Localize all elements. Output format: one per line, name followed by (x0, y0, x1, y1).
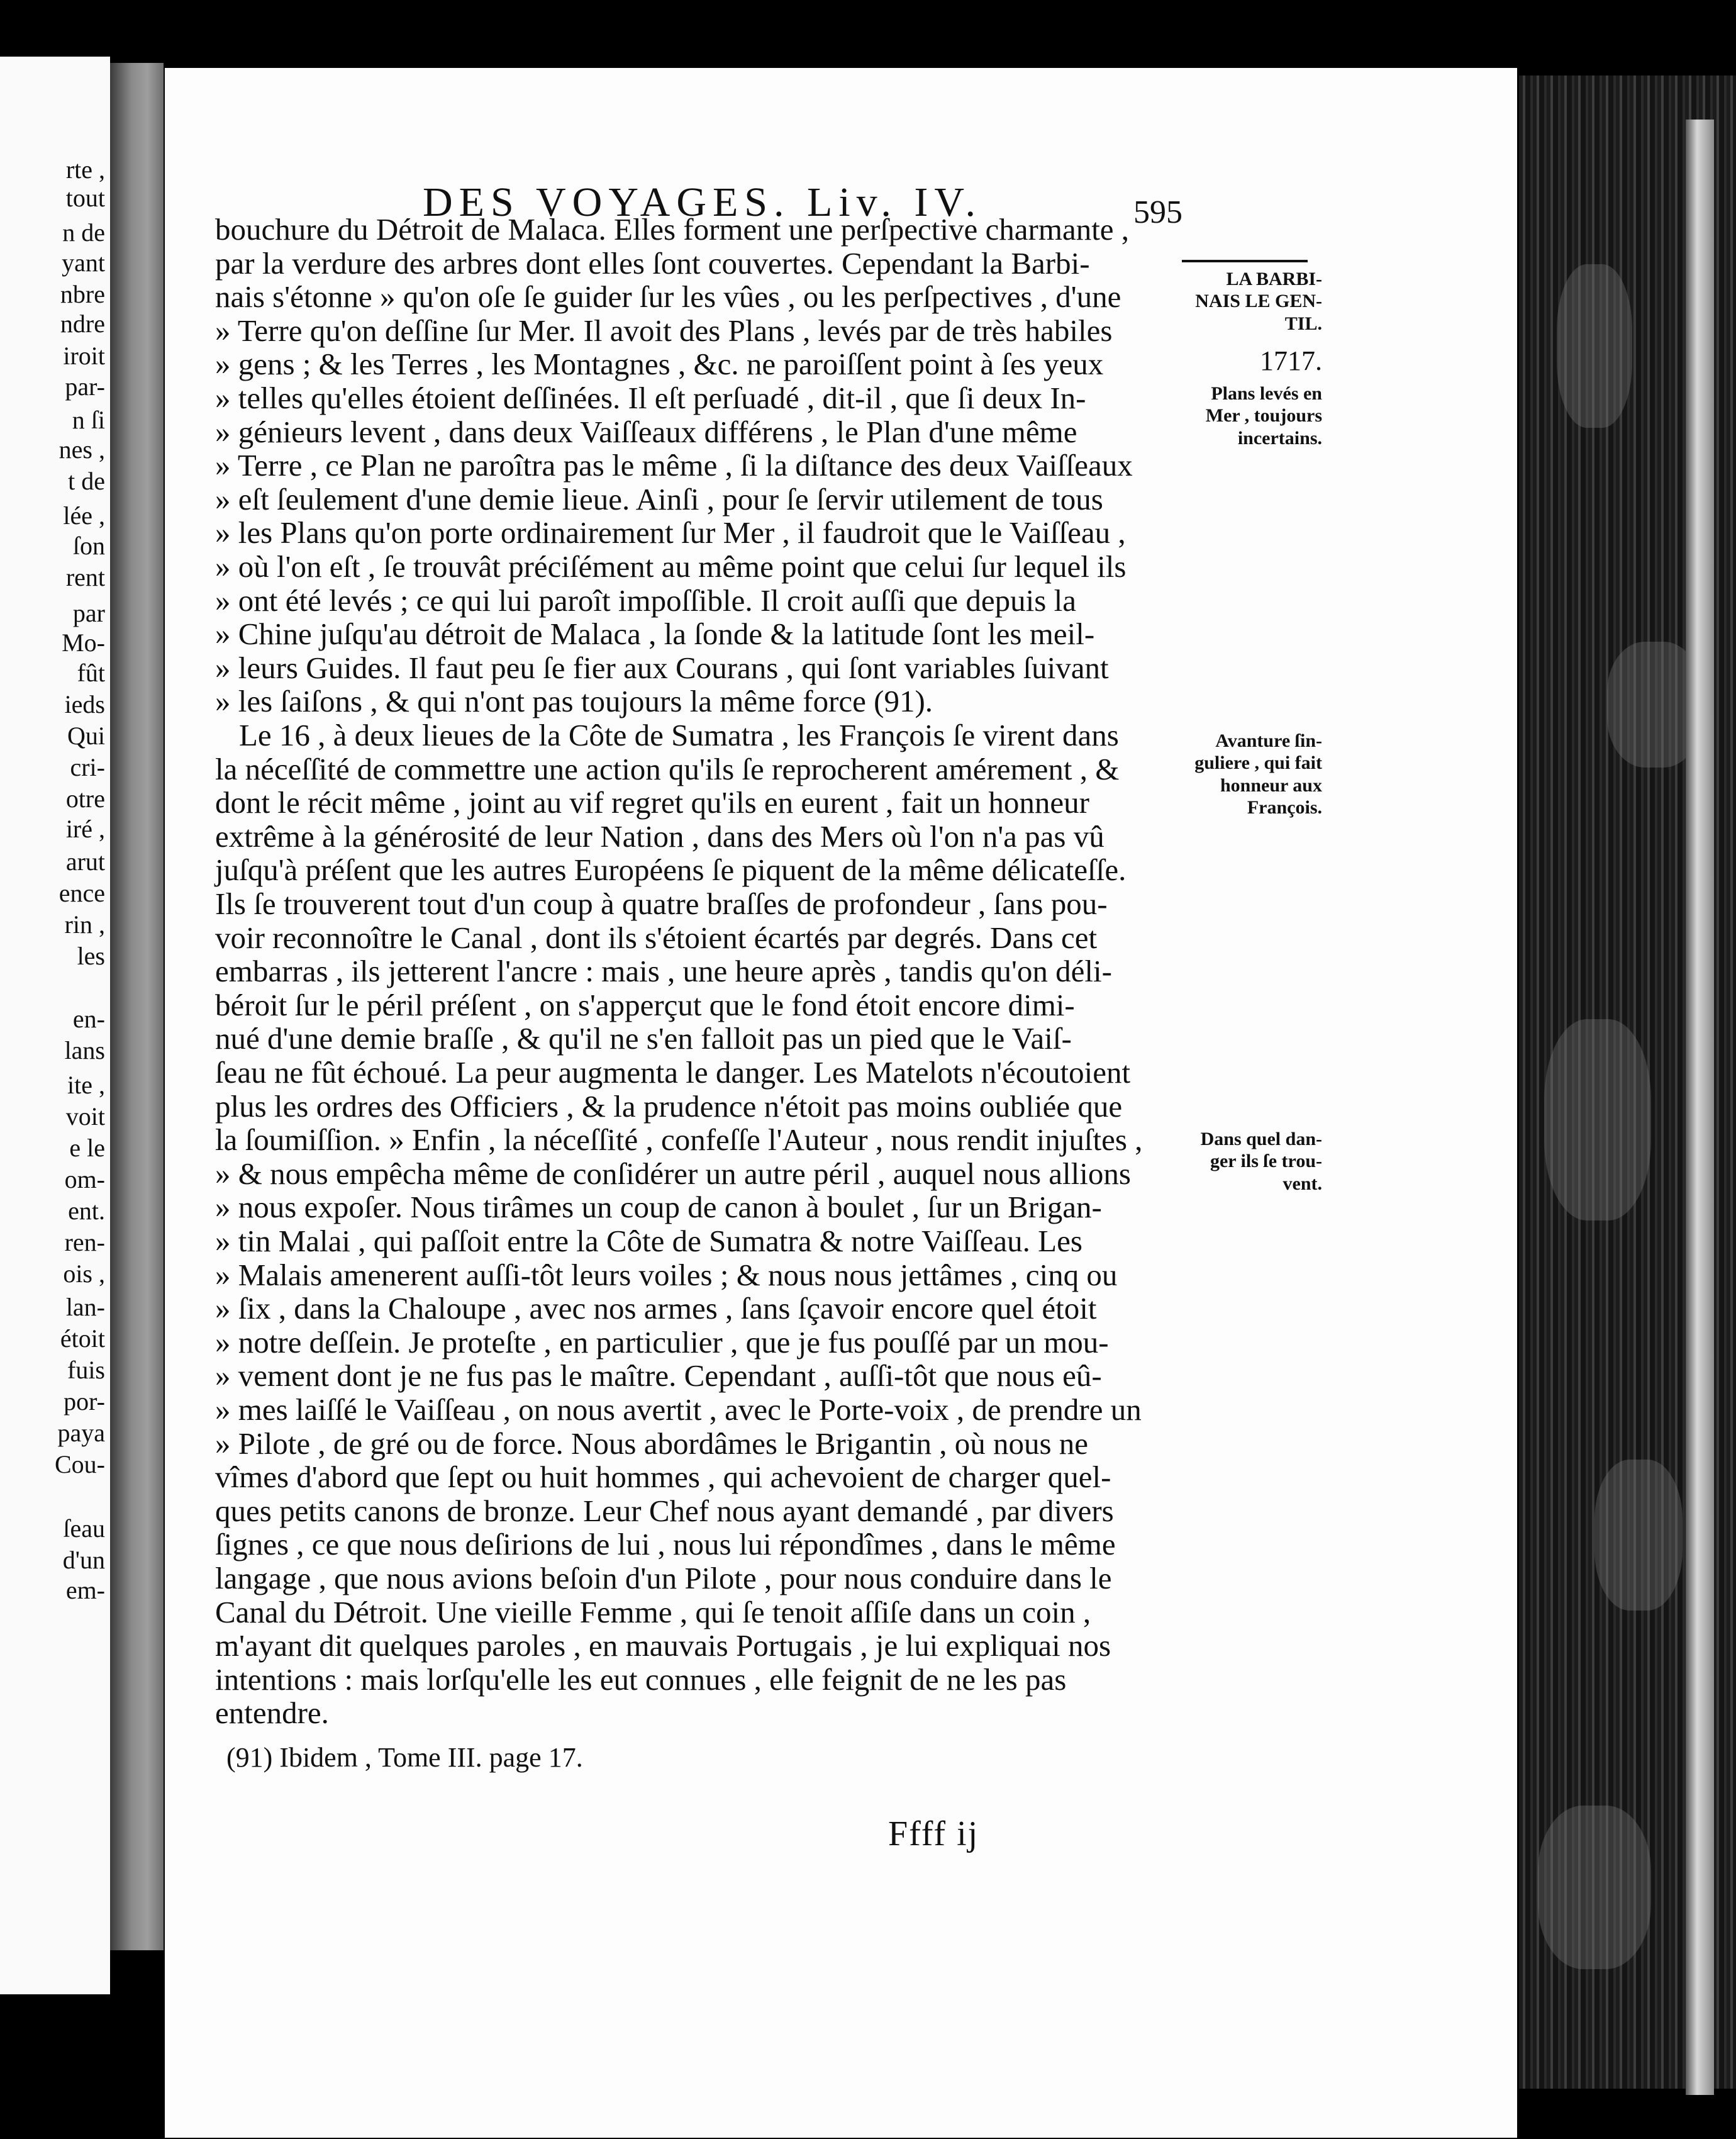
margin-line: vent. (1283, 1173, 1322, 1194)
text-line: » gens ; & les Terres , les Montagnes , &c. ne paroiſſent point à ſes yeux (215, 347, 1104, 382)
margin-line: Avanture ſin- (1215, 730, 1322, 751)
text-line: » ont été levés ; ce qui lui paroît impoſſible. Il croit auſſi que depuis la (215, 583, 1076, 618)
text-line: » Terre qu'on deſſine ſur Mer. Il avoit des Plans , levés par de très habiles (215, 313, 1113, 348)
left-page-text: fuis (67, 1356, 105, 1384)
margin-year: 1717. (1260, 345, 1322, 376)
text-line: » notre deſſein. Je proteſte , en particulier , que je fus pouſſé par un mou- (215, 1324, 1109, 1360)
footnote: (91) Ibidem , Tome III. page 17. (226, 1742, 583, 1773)
left-page-text: n de (62, 218, 105, 247)
text-line: » telles qu'elles étoient deſſinées. Il eſt perſuadé , dit-il , que ſi deux In- (215, 381, 1086, 415)
margin-line: incertains. (1237, 427, 1322, 449)
left-page-text: en- (72, 1005, 105, 1033)
margin-rule (1182, 260, 1308, 262)
text-line: langage , que nous avions beſoin d'un Pilote , pour nous conduire dans le (215, 1561, 1112, 1595)
left-page-text: nbre (60, 280, 105, 308)
text-line: » Chine juſqu'au détroit de Malaca , la ſonde & la latitude ſont les meil- (215, 617, 1095, 652)
left-page-text: ſon (72, 532, 105, 560)
left-page-text: les (77, 942, 105, 970)
text-line: par la verdure des arbres dont elles ſont couvertes. Cependant la Barbi- (215, 245, 1090, 281)
margin-author (1165, 268, 1322, 335)
left-page-fragment (0, 57, 110, 1994)
text-line: » ſix , dans la Chaloupe , avec nos armes , ſans ſçavoir encore quel étoit (215, 1291, 1097, 1326)
text-line: bouchure du Détroit de Malaca. Elles forment une perſpective charmante , (215, 212, 1130, 247)
text-line: nué d'une demie braſſe , & qu'il ne s'en falloit pas un pied que le Vaiſ- (215, 1021, 1072, 1056)
text-line: » vement dont je ne fus pas le maître. Cependant , auſſi-tôt que nous eû- (215, 1358, 1102, 1393)
text-line: » & nous empêcha même de conſidérer un autre péril , auquel nous allions (215, 1156, 1131, 1191)
book-gutter (110, 63, 164, 1950)
text-line: dont le récit même , joint au vif regret qu'ils en eurent , fait un honneur (215, 785, 1089, 820)
text-line: Ils ſe trouverent tout d'un coup à quatre braſſes de profondeur , ſans pou- (215, 886, 1108, 921)
text-line: juſqu'à préſent que les autres Européens ſe piquent de la même délicateſſe. (215, 852, 1127, 888)
signature-mark: Ffff ij (888, 1814, 979, 1853)
left-page-text: yant (62, 249, 105, 277)
left-page-text: ence (58, 879, 105, 907)
left-page-text: rent (65, 563, 105, 591)
book-page (165, 68, 1517, 2138)
left-page-text: e le (69, 1134, 105, 1162)
text-line: » Terre , ce Plan ne paroîtra pas le même , ſi la diſtance des deux Vaiſſeaux (215, 448, 1133, 483)
text-line: voir reconnoître le Canal , dont ils s'étoient écartés par degrés. Dans cet (215, 920, 1098, 955)
running-title: DES VOYAGES. Liv. IV. (423, 179, 982, 225)
text-line: » leurs Guides. Il faut peu ſe fier aux Courans , qui ſont variables ſuivant (215, 650, 1109, 685)
left-page-text: ſeau (63, 1514, 105, 1543)
left-page-text: fût (77, 659, 105, 687)
margin-line: guliere , qui fait (1194, 752, 1322, 774)
left-page-text: Mo- (62, 628, 105, 657)
text-line: m'ayant dit quelques paroles , en mauvais Portugais , je lui expliquai nos (215, 1628, 1111, 1663)
text-line: béroit ſur le péril préſent , on s'apperçut que le fond étoit encore dimi- (215, 987, 1075, 1022)
text-line: vîmes d'abord que ſept ou huit hommes , qui achevoient de charger quel- (215, 1460, 1111, 1495)
margin-note-avanture (1165, 730, 1322, 819)
left-page-text: ois , (63, 1259, 105, 1288)
text-line: ques petits canons de bronze. Leur Chef nous ayant demandé , par divers (215, 1493, 1114, 1528)
left-page-text: iroit (63, 342, 105, 370)
text-line: nais s'étonne » qu'on oſe ſe guider ſur les vûes , ou les perſpectives , d'une (215, 279, 1121, 315)
page-edge-strip (1686, 120, 1714, 2095)
left-page-text: t de (68, 467, 105, 495)
left-page-text: iré , (65, 815, 105, 843)
text-line: intentions : mais lorſqu'elle les eut connues , elle feignit de ne les pas (215, 1661, 1067, 1697)
text-line: » nous expoſer. Nous tirâmes un coup de canon à boulet , ſur un Brigan- (215, 1190, 1102, 1225)
margin-line: TIL. (1284, 313, 1322, 334)
text-line: Le 16 , à deux lieues de la Côte de Sumatra , les François ſe virent dans (239, 718, 1119, 752)
left-page-text: tout (65, 184, 105, 212)
left-page-text: otre (65, 785, 105, 813)
left-page-text: rin , (64, 910, 105, 939)
left-page-text: ite , (67, 1071, 105, 1099)
margin-line: LA BARBI- (1226, 269, 1322, 289)
margin-line: Mer , toujours (1205, 405, 1322, 427)
text-line: Canal du Détroit. Une vieille Femme , qui ſe tenoit aſſiſe dans un coin , (215, 1594, 1091, 1629)
left-page-text: ieds (64, 690, 105, 718)
margin-note-danger (1165, 1128, 1322, 1195)
margin-line: François. (1247, 797, 1322, 818)
text-line: ſignes , ce que nous deſirions de lui , nous lui répondîmes , dans le même (215, 1527, 1116, 1562)
text-line: entendre. (215, 1695, 329, 1731)
left-page-text: voit (65, 1102, 105, 1131)
text-line: la néceſſité de commettre une action qu'ils ſe reprocherent amérement , & (215, 751, 1120, 786)
text-line: la ſoumiſſion. » Enfin , la néceſſité , confeſſe l'Auteur , nous rendit injuſtes , (215, 1122, 1143, 1158)
left-page-text: cri- (70, 753, 105, 781)
left-page-text: arut (65, 847, 105, 876)
left-page-text: paya (57, 1419, 105, 1447)
margin-note-plans (1165, 383, 1322, 449)
text-line: » tin Malai , qui paſſoit entre la Côte de Sumatra & notre Vaiſſeau. Les (215, 1224, 1082, 1258)
left-page-text: rte , (65, 155, 105, 184)
left-page-text: ndre (60, 310, 105, 338)
left-page-text: om- (64, 1165, 105, 1193)
margin-line: honneur aux (1220, 774, 1322, 796)
margin-line: NAIS LE GEN- (1195, 291, 1322, 312)
left-page-text: Cou- (55, 1450, 105, 1478)
text-line: » Pilote , de gré ou de force. Nous abordâmes le Brigantin , où nous ne (215, 1426, 1089, 1461)
left-page-text: por- (64, 1387, 105, 1416)
text-line: ſeau ne fût échoué. La peur augmenta le danger. Les Matelots n'écoutoient (215, 1055, 1131, 1090)
left-page-text: nes , (58, 435, 105, 464)
left-page-text: Qui (67, 722, 105, 750)
left-page-text: ent. (68, 1197, 105, 1225)
margin-line: ger ils ſe trou- (1210, 1151, 1322, 1172)
text-line: extrême à la générosité de leur Nation , dans des Mers où l'on n'a pas vû (215, 818, 1104, 854)
left-page-text: étoit (60, 1324, 105, 1353)
text-line: plus les ordres des Officiers , & la prudence n'étoit pas moins oubliée que (215, 1088, 1123, 1124)
left-page-text: n ſi (72, 406, 105, 434)
text-line: » génieurs levent , dans deux Vaiſſeaux différens , le Plan d'une même (215, 414, 1077, 449)
left-page-text: lans (64, 1036, 105, 1064)
margin-line: Dans quel dan- (1200, 1129, 1322, 1149)
text-line: » eſt ſeulement d'une demie lieue. Ainſi , pour ſe ſervir utilement de tous (215, 481, 1103, 517)
text-line: » les ſaiſons , & qui n'ont pas toujours la même force (91). (215, 684, 933, 719)
text-line: » où l'on eſt , ſe trouvât préciſément au même point que celui ſur lequel ils (215, 549, 1127, 584)
left-page-text: d'un (62, 1546, 105, 1574)
left-page-text: em- (65, 1576, 105, 1604)
text-line: » Malais amenerent auſſi-tôt leurs voiles ; & nous nous jettâmes , cinq ou (215, 1257, 1118, 1292)
page-number: 595 (1133, 194, 1182, 230)
left-page-text: par (72, 599, 105, 627)
left-page-text: lan- (65, 1293, 105, 1321)
left-page-text: lée , (63, 501, 105, 530)
left-page-text: ren- (64, 1228, 105, 1256)
text-line: embarras , ils jetterent l'ancre : mais , une heure après , tandis qu'on déli- (215, 954, 1112, 989)
margin-line: Plans levés en (1211, 383, 1322, 404)
text-line: » les Plans qu'on porte ordinairement ſur Mer , il faudroit que le Vaiſſeau , (215, 515, 1126, 550)
left-page-text: par- (65, 372, 105, 401)
text-line: » mes laiſſé le Vaiſſeau , on nous avertit , avec le Porte-voix , de prendre un (215, 1392, 1142, 1427)
